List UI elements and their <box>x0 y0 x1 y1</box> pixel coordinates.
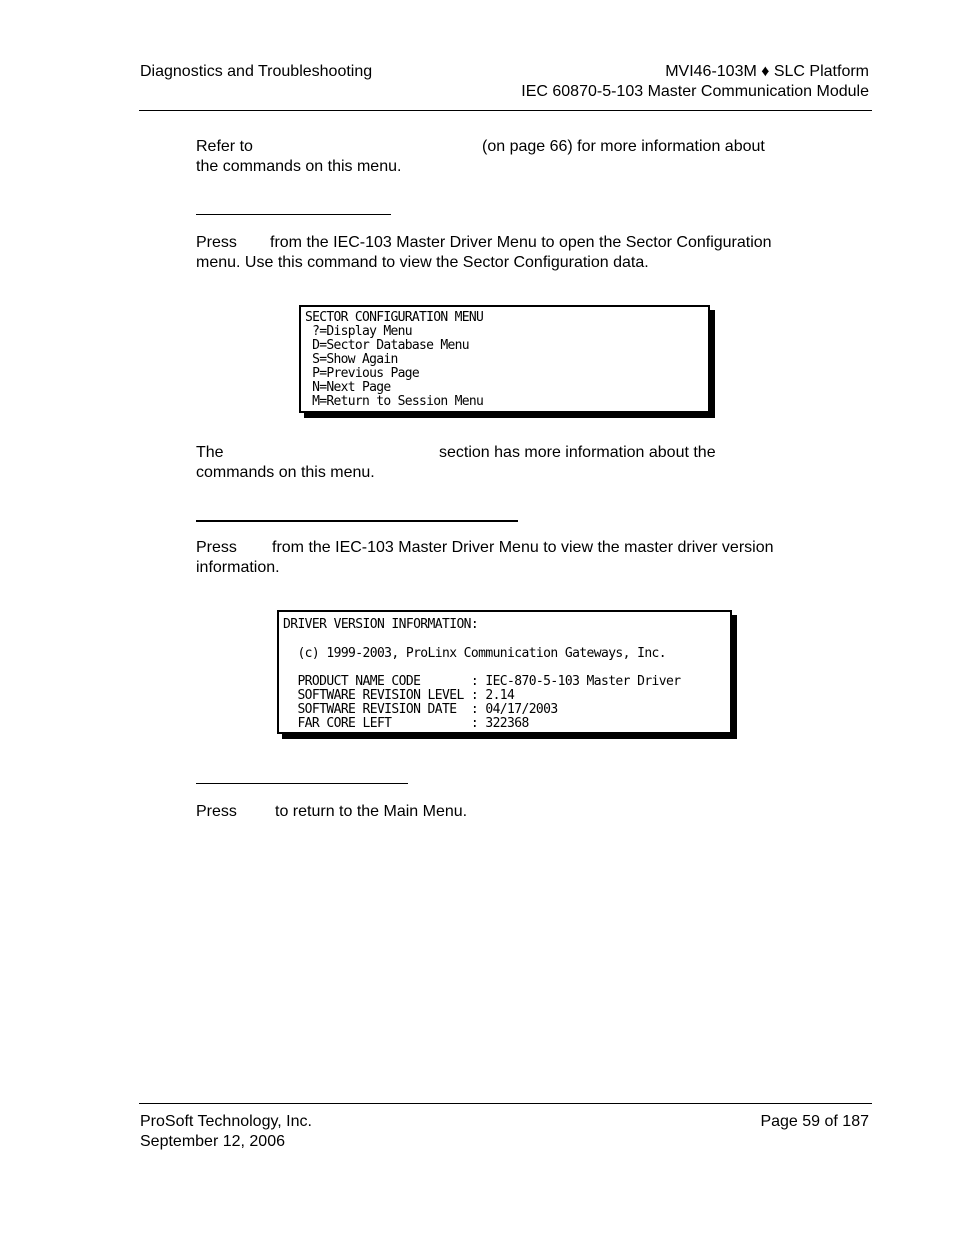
terminal-line: (c) 1999-2003, ProLinx Communication Gateways, Inc. <box>283 646 667 661</box>
terminal-line: D=Sector Database Menu <box>305 338 469 353</box>
para4-lead: Press <box>196 539 237 556</box>
section-heading-underline[interactable] <box>196 214 391 215</box>
para3-lead: The <box>196 444 224 461</box>
para3-line2: commands on this menu. <box>196 464 375 481</box>
terminal-line: ?=Display Menu <box>305 324 412 339</box>
para4-line2: information. <box>196 559 280 576</box>
terminal-line: SOFTWARE REVISION DATE : 04/17/2003 <box>283 702 558 717</box>
header-section-title: Diagnostics and Troubleshooting <box>140 63 373 80</box>
terminal-line: SECTOR CONFIGURATION MENU <box>305 310 484 325</box>
para3-tail: section has more information about the <box>439 444 716 461</box>
para1-lead: Refer to <box>196 138 253 155</box>
terminal-line: PRODUCT NAME CODE : IEC-870-5-103 Master Driver <box>283 674 681 689</box>
para1-line2: the commands on this menu. <box>196 158 402 175</box>
header-product: MVI46-103M ♦ SLC Platform <box>665 63 869 80</box>
terminal-line: FAR CORE LEFT : 322368 <box>283 716 529 731</box>
footer-rule <box>139 1103 872 1104</box>
terminal-line: DRIVER VERSION INFORMATION: <box>283 617 479 632</box>
driver-version-terminal <box>277 610 732 734</box>
footer-date: September 12, 2006 <box>140 1133 285 1150</box>
terminal-line: M=Return to Session Menu <box>305 394 484 409</box>
sector-config-terminal <box>299 305 710 413</box>
para5-lead: Press <box>196 803 237 820</box>
para1-tail: (on page 66) for more information about <box>482 138 765 155</box>
para2-line2: menu. Use this command to view the Sector Configuration data. <box>196 254 649 271</box>
header-rule <box>139 110 872 111</box>
terminal-line: S=Show Again <box>305 352 398 367</box>
terminal-line: N=Next Page <box>305 380 391 395</box>
footer-page-number: Page 59 of 187 <box>760 1113 869 1130</box>
section-heading-underline[interactable] <box>196 783 408 784</box>
footer-company: ProSoft Technology, Inc. <box>140 1113 312 1130</box>
terminal-line: SOFTWARE REVISION LEVEL : 2.14 <box>283 688 515 703</box>
para2-lead: Press <box>196 234 237 251</box>
para4-tail: from the IEC-103 Master Driver Menu to view the master driver version <box>272 539 774 556</box>
para5-tail: to return to the Main Menu. <box>275 803 468 820</box>
header-module: IEC 60870-5-103 Master Communication Module <box>521 83 869 100</box>
section-heading-underline[interactable] <box>196 520 518 522</box>
terminal-line: P=Previous Page <box>305 366 420 381</box>
para2-tail: from the IEC-103 Master Driver Menu to open the Sector Configuration <box>270 234 772 251</box>
